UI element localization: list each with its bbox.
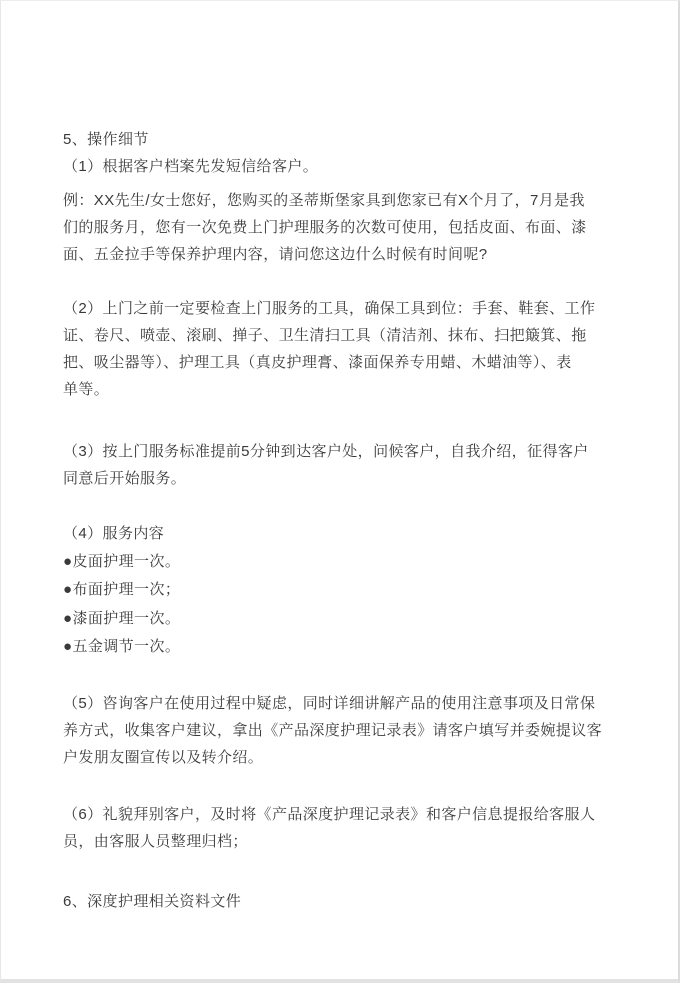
paragraph-step-5 bbox=[63, 690, 623, 771]
section-heading-care-documents bbox=[63, 888, 623, 915]
document-content bbox=[63, 1, 623, 979]
paragraph-step-6 bbox=[63, 801, 623, 855]
paragraph-line: 户发朋友圈宣传以及转介绍。 bbox=[63, 749, 264, 766]
paragraph-line: （1）根据客户档案先发短信给客户。 bbox=[63, 158, 319, 175]
paragraph-sms-example bbox=[63, 187, 623, 268]
section-heading-operation-details bbox=[63, 126, 623, 153]
paragraph-line: 同意后开始服务。 bbox=[63, 470, 187, 487]
heading-text: 5、操作细节 bbox=[63, 131, 149, 148]
paragraph-line: 养方式，收集客户建议，拿出《产品深度护理记录表》请客户填写并委婉提议客 bbox=[63, 722, 603, 739]
list-item: ●五金调节一次。 bbox=[63, 637, 181, 655]
paragraph-line: 员，由客服人员整理归档； bbox=[63, 833, 248, 850]
paragraph-line: 单等。 bbox=[63, 381, 110, 398]
paragraph-line: （4）服务内容 bbox=[63, 525, 165, 542]
paragraph-line: 们的服务月，您有一次免费上门护理服务的次数可使用，包括皮面、布面、漆 bbox=[63, 219, 587, 236]
list-item: ●布面护理一次； bbox=[63, 581, 181, 599]
paragraph-step-1 bbox=[63, 153, 623, 180]
paragraph-line: 把、吸尘器等）、护理工具（真皮护理膏、漆面保养专用蜡、木蜡油等）、表 bbox=[63, 354, 572, 371]
heading-text: 6、深度护理相关资料文件 bbox=[63, 893, 242, 910]
paragraph-line: （2）上门之前一定要检查上门服务的工具，确保工具到位：手套、鞋套、工作 bbox=[63, 300, 596, 317]
paragraph-step-2 bbox=[63, 295, 623, 403]
paragraph-line: 面、五金拉手等保养护理内容，请问您这边什么时候有时间呢? bbox=[63, 246, 488, 263]
paragraph-step-4 bbox=[63, 520, 623, 547]
paragraph-line: （5）咨询客户在使用过程中疑虑，同时详细讲解产品的使用注意事项及日常保 bbox=[63, 695, 596, 712]
paragraph-line: 证、卷尺、喷壶、滚刷、掸子、卫生清扫工具（清洁剂、抹布、扫把簸箕、拖 bbox=[63, 327, 587, 344]
paragraph-line: 例：XX先生/女士您好，您购买的圣蒂斯堡家具到您家已有X个月了，7月是我 bbox=[63, 192, 585, 209]
list-item: ●漆面护理一次。 bbox=[63, 609, 181, 627]
service-items-list bbox=[63, 548, 623, 661]
list-item: ●皮面护理一次。 bbox=[63, 553, 181, 570]
paragraph-step-3 bbox=[63, 438, 623, 492]
paragraph-line: （6）礼貌拜别客户，及时将《产品深度护理记录表》和客户信息提报给客服人 bbox=[63, 806, 596, 823]
paragraph-line: （3）按上门服务标准提前5分钟到达客户处，问候客户，自我介绍，征得客户 bbox=[63, 443, 589, 460]
